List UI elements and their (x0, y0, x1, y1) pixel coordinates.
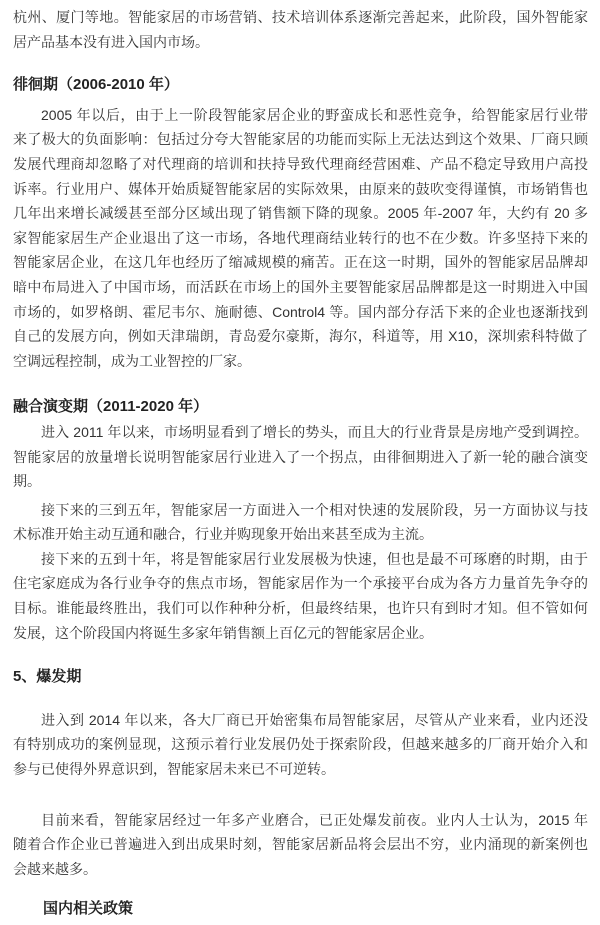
paragraph (13, 103, 588, 374)
paragraph-line: 空调远程控制，成为工业智控的厂家。 (13, 352, 251, 369)
paragraph (13, 498, 588, 547)
paragraph-line: 参与已使得外界意识到，智能家居未来已不可逆转。 (13, 761, 335, 778)
paragraph-line: 目前来看，智能家居经过一年多产业磨合，已正处爆发前夜。业内人士认为，2015 年 (41, 811, 588, 828)
paragraph (13, 708, 588, 782)
paragraph-line: 有特别成功的案例显现，这预示着行业发展仍处于探索阶段，但越来越多的厂商开始介入和 (13, 736, 588, 753)
section-heading: 徘徊期（2006-2010 年） (13, 76, 179, 94)
paragraph-line: 目标。谁能最终胜出，我们可以作种种分析，但最终结果，也许只有到时才知。但不管如何 (13, 600, 588, 617)
paragraph-line: 住宅家庭成为各行业争夺的焦点市场，智能家居作为一个承接平台成为各方力量首先争夺的 (13, 575, 588, 592)
paragraph-line: 期。 (13, 473, 41, 490)
paragraph (13, 5, 588, 54)
paragraph-line: 发展代理商却忽略了对代理商的培训和扶持导致代理商经营困难、产品不稳定导致用户高投 (13, 155, 588, 172)
paragraph-line: 自己的发展方向，例如天津瑞朗，青岛爱尔豪斯，海尔，科道等，用 X10，深圳索科特做了 (13, 328, 588, 345)
paragraph (13, 420, 588, 494)
paragraph-line: 术标准开始主动互通和融合，行业并购现象开始出来甚至成为主流。 (13, 526, 433, 543)
paragraph (13, 547, 588, 645)
paragraph-line: 2005 年以后，由于上一阶段智能家居企业的野蛮成长和恶性竞争，给智能家居行业带 (41, 106, 588, 123)
paragraph-line: 随着合作企业已普遍进入到出成果时刻，智能家居新品将会层出不穷，业内涌现的新案例也 (13, 836, 588, 853)
paragraph-line: 市场的，如罗格朗、霍尼韦尔、施耐德、Control4 等。国内部分存活下来的企业也逐渐找到 (13, 303, 588, 320)
document-body (13, 5, 588, 922)
section-heading: 5、爆发期 (13, 668, 82, 686)
paragraph-line: 杭州、厦门等地。智能家居的市场营销、技术培训体系逐渐完善起来，此阶段，国外智能家 (13, 9, 588, 25)
paragraph-line: 居产品基本没有进入国内市场。 (13, 33, 209, 50)
paragraph (13, 808, 588, 882)
paragraph-line: 会越来越多。 (13, 860, 97, 877)
paragraph-line: 接下来的三到五年，智能家居一方面进入一个相对快速的发展阶段，另一方面协议与技 (41, 501, 588, 518)
paragraph-line: 接下来的五到十年，将是智能家居行业发展极为快速，但也是最不可琢磨的时期，由于 (41, 550, 588, 567)
paragraph-line: 进入 2011 年以来，市场明显看到了增长的势头，而且大的行业背景是房地产受到调控。 (41, 423, 588, 440)
section-heading: 融合演变期（2011-2020 年） (13, 398, 209, 416)
paragraph-line: 来了极大的负面影响：包括过分夸大智能家居的功能而实际上无法达到这个效果、厂商只顾 (13, 131, 588, 148)
paragraph-line: 智能家居企业，在这几年也经历了缩减规模的痛苦。正在这一时期，国外的智能家居品牌却 (13, 254, 588, 271)
paragraph-line: 暗中布局进入了中国市场，而活跃在市场上的国外主要智能家居品牌都是这一时期进入中国 (13, 278, 588, 295)
paragraph-line: 家智能家居生产企业退出了这一市场，各地代理商结业转行的也不在少数。许多坚持下来的 (13, 229, 588, 246)
paragraph-line: 几年出来增长减缓甚至部分区域出现了销售额下降的现象。2005 年-2007 年，大约有 20 多 (13, 205, 588, 222)
paragraph-line: 进入到 2014 年以来，各大厂商已开始密集布局智能家居，尽管从产业来看，业内还没 (41, 711, 588, 728)
paragraph-line: 智能家居的放量增长说明智能家居行业进入了一个拐点，由徘徊期进入了新一轮的融合演变 (13, 448, 588, 465)
section-heading: 国内相关政策 (43, 900, 134, 918)
paragraph-line: 发展，这个阶段国内将诞生多家年销售额上百亿元的智能家居企业。 (13, 624, 433, 641)
paragraph-line: 诉率。行业用户、媒体开始质疑智能家居的实际效果，由原来的鼓吹变得谨慎，市场销售也 (13, 180, 588, 197)
